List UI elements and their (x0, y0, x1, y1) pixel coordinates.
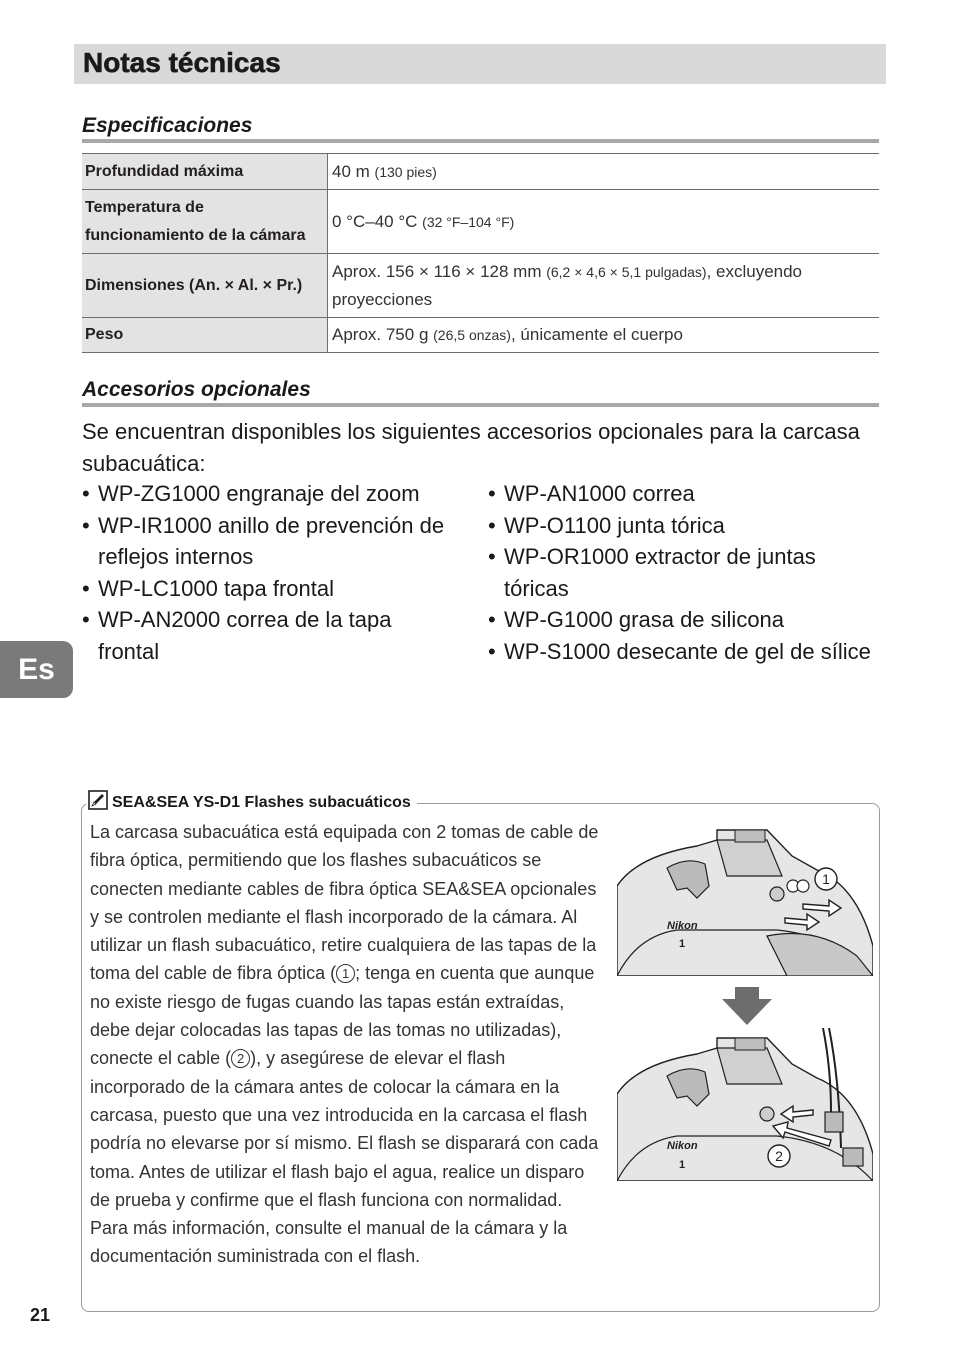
spec-value: 0 °C–40 °C (32 °F–104 °F) (328, 190, 880, 254)
camera-model-label: 1 (679, 938, 686, 950)
list-item: • WP-IR1000 anillo de prevención de reflejos internos (82, 510, 457, 573)
page-title: Notas técnicas (83, 47, 281, 78)
table-row (82, 154, 879, 190)
page-number: 21 (30, 1305, 51, 1325)
callout-1-label: 1 (822, 871, 830, 887)
spec-label: Profundidad máxima (82, 154, 328, 190)
note-title: SEA&SEA YS-D1 Flashes subacuáticos (86, 790, 417, 815)
camera-housing-illustration-cap-removal (617, 826, 873, 976)
spec-label: Dimensiones (An. × Al. × Pr.) (82, 254, 328, 318)
title-bar (74, 44, 886, 84)
spec-value: Aprox. 156 × 116 × 128 mm (6,2 × 4,6 × 5,1 pulgadas), excluyendo proyecciones (328, 254, 880, 318)
list-item: • WP-OR1000 extractor de juntas tóricas (488, 541, 883, 604)
table-row (82, 190, 879, 254)
accessories-list-left (82, 478, 457, 667)
list-item: • WP-LC1000 tapa frontal (82, 573, 457, 605)
note-text: La carcasa subacuática está equipada con 2 tomas de cable de fibra óptica, permitiendo que los flashes subacuáticos se conecten mediante cables de fibra óptica SEA&SEA opcionales y se controlen mediante el flash incorporado de la cámara. Al utilizar un flash subacuático, retire cualquiera de las tapas de la toma del cable de fibra óptica ( 1 ; tenga en cuenta que aunque no existe riesgo de fugas cuando las tapas están extraídas, debe dejar colocadas las tapas de las tomas no utilizadas), conecte el cable ( 2 ), y asegúrese de elevar el flash incorporado de la cámara antes de colocar la cámara en la carcasa, puesto que una vez introducida en la carcasa el flash podría no elevarse por sí mismo. El flash se disparará con cada toma. Antes de utilizar el flash bajo el agua, realice un disparo de prueba y confirme que el flash funciona con normalidad. Para más información, consulte el manual de la cámara y la documentación suministrada con el flash. (90, 822, 599, 1267)
spec-value: 40 m (130 pies) (328, 154, 880, 190)
callout-marker-1: 1 (336, 964, 355, 983)
spec-value: Aprox. 750 g (26,5 onzas), únicamente el cuerpo (328, 318, 880, 353)
down-arrow-icon (722, 987, 772, 1025)
list-item: • WP-S1000 desecante de gel de sílice (488, 636, 883, 668)
language-tab: Es (0, 641, 73, 698)
list-item: • WP-O1100 junta tórica (488, 510, 883, 542)
spec-label: Peso (82, 318, 328, 353)
accessories-heading: Accesorios opcionales (82, 377, 879, 407)
specs-table (82, 153, 879, 353)
camera-housing-illustration-cable-connection (617, 1028, 873, 1181)
callout-marker-2: 2 (231, 1049, 250, 1068)
callout-2-label: 2 (775, 1148, 783, 1164)
list-item: • WP-ZG1000 engranaje del zoom (82, 478, 457, 510)
camera-model-label: 1 (679, 1159, 686, 1171)
accessories-list-right (488, 478, 883, 667)
table-row (82, 254, 879, 318)
list-item: • WP-G1000 grasa de silicona (488, 604, 883, 636)
spec-label: Temperatura de funcionamiento de la cámara (82, 190, 328, 254)
list-item: • WP-AN1000 correa (488, 478, 883, 510)
specs-heading: Especificaciones (82, 113, 879, 143)
camera-brand-label: Nikon (667, 920, 698, 932)
accessories-intro: Se encuentran disponibles los siguientes accesorios opcionales para la carcasa subacuática: (82, 419, 860, 476)
list-item: • WP-AN2000 correa de la tapa frontal (82, 604, 457, 667)
pencil-note-icon (88, 790, 108, 815)
table-row (82, 318, 879, 353)
camera-brand-label: Nikon (667, 1140, 698, 1152)
